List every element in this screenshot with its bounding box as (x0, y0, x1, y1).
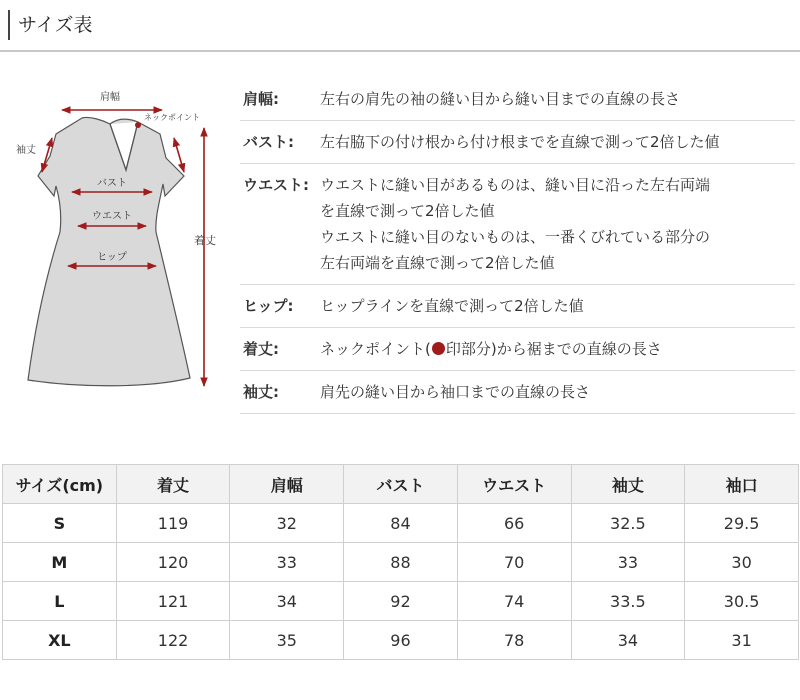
table-cell: 33 (571, 543, 685, 582)
measurement-definitions (240, 78, 795, 414)
table-header-cell: バスト (344, 465, 458, 504)
table-cell: 88 (344, 543, 458, 582)
table-cell: 31 (685, 621, 799, 660)
shoulder-label: 肩幅 (100, 92, 120, 103)
size-table (2, 464, 799, 660)
definition-text (320, 336, 795, 362)
definition-text: ヒップラインを直線で測って2倍した値 (320, 297, 584, 315)
definition-text: ウエストに縫い目のないものは、一番くびれている部分の (320, 228, 711, 246)
table-cell: 29.5 (685, 504, 799, 543)
table-row (3, 621, 799, 660)
definition-text: を直線で測って2倍した値 (320, 202, 495, 220)
waist-label: ウエスト (92, 211, 132, 222)
definition-term: 着丈: (243, 340, 279, 358)
definition-shoulder (240, 78, 795, 121)
sleeve-label: 袖丈 (16, 145, 36, 156)
table-cell: 78 (457, 621, 571, 660)
table-row (3, 543, 799, 582)
table-header-cell: サイズ(cm) (3, 465, 117, 504)
table-row (3, 582, 799, 621)
table-cell-size: L (3, 582, 117, 621)
table-cell: 74 (457, 582, 571, 621)
definition-text: 左右の肩先の袖の縫い目から縫い目までの直線の長さ (320, 90, 681, 108)
table-header-cell: 着丈 (116, 465, 230, 504)
length-label: 着丈 (194, 234, 216, 247)
hip-label: ヒップ (97, 252, 127, 263)
definition-text-after: 印部分)から裾までの直線の長さ (445, 340, 662, 358)
definition-term: 肩幅: (243, 90, 279, 108)
table-cell: 32.5 (571, 504, 685, 543)
definition-text-before: ネックポイント( (320, 340, 431, 358)
definition-text: ウエストに縫い目があるものは、縫い目に沿った左右両端 (320, 176, 711, 194)
table-header-cell: 袖丈 (571, 465, 685, 504)
table-header-row (3, 465, 799, 504)
definition-hip (240, 285, 795, 328)
table-cell: 30 (685, 543, 799, 582)
definition-sleeve (240, 371, 795, 414)
definition-text: 左右両端を直線で測って2倍した値 (320, 254, 555, 272)
table-cell: 92 (344, 582, 458, 621)
table-cell-size: M (3, 543, 117, 582)
table-cell: 34 (571, 621, 685, 660)
neck-point-marker (135, 122, 141, 128)
table-cell: 66 (457, 504, 571, 543)
bust-label: バスト (97, 178, 127, 189)
table-cell-size: XL (3, 621, 117, 660)
title-divider (0, 50, 800, 52)
table-header-cell: ウエスト (457, 465, 571, 504)
definition-text: 肩先の縫い目から袖口までの直線の長さ (320, 383, 591, 401)
table-header-cell: 袖口 (685, 465, 799, 504)
definition-bust (240, 121, 795, 164)
table-cell: 119 (116, 504, 230, 543)
neck-point-dot-icon (432, 342, 445, 355)
definition-term: ヒップ: (243, 297, 294, 315)
definition-term: 袖丈: (243, 383, 279, 401)
table-cell: 96 (344, 621, 458, 660)
table-cell: 30.5 (685, 582, 799, 621)
table-cell: 121 (116, 582, 230, 621)
table-cell: 32 (230, 504, 344, 543)
table-cell: 84 (344, 504, 458, 543)
page-title: サイズ表 (8, 10, 92, 40)
table-cell: 35 (230, 621, 344, 660)
garment-diagram (0, 80, 230, 400)
definition-term: ウエスト: (243, 176, 309, 194)
definition-term: バスト: (243, 133, 294, 151)
definition-text: 左右脇下の付け根から付け根までを直線で測って2倍した値 (320, 133, 720, 151)
table-cell: 34 (230, 582, 344, 621)
table-row (3, 504, 799, 543)
table-cell-size: S (3, 504, 117, 543)
table-cell: 33 (230, 543, 344, 582)
definition-length (240, 328, 795, 371)
table-cell: 122 (116, 621, 230, 660)
table-cell: 120 (116, 543, 230, 582)
definition-waist (240, 164, 795, 285)
table-cell: 70 (457, 543, 571, 582)
table-header-cell: 肩幅 (230, 465, 344, 504)
neck-point-label: ネックポイント (144, 113, 200, 122)
table-cell: 33.5 (571, 582, 685, 621)
